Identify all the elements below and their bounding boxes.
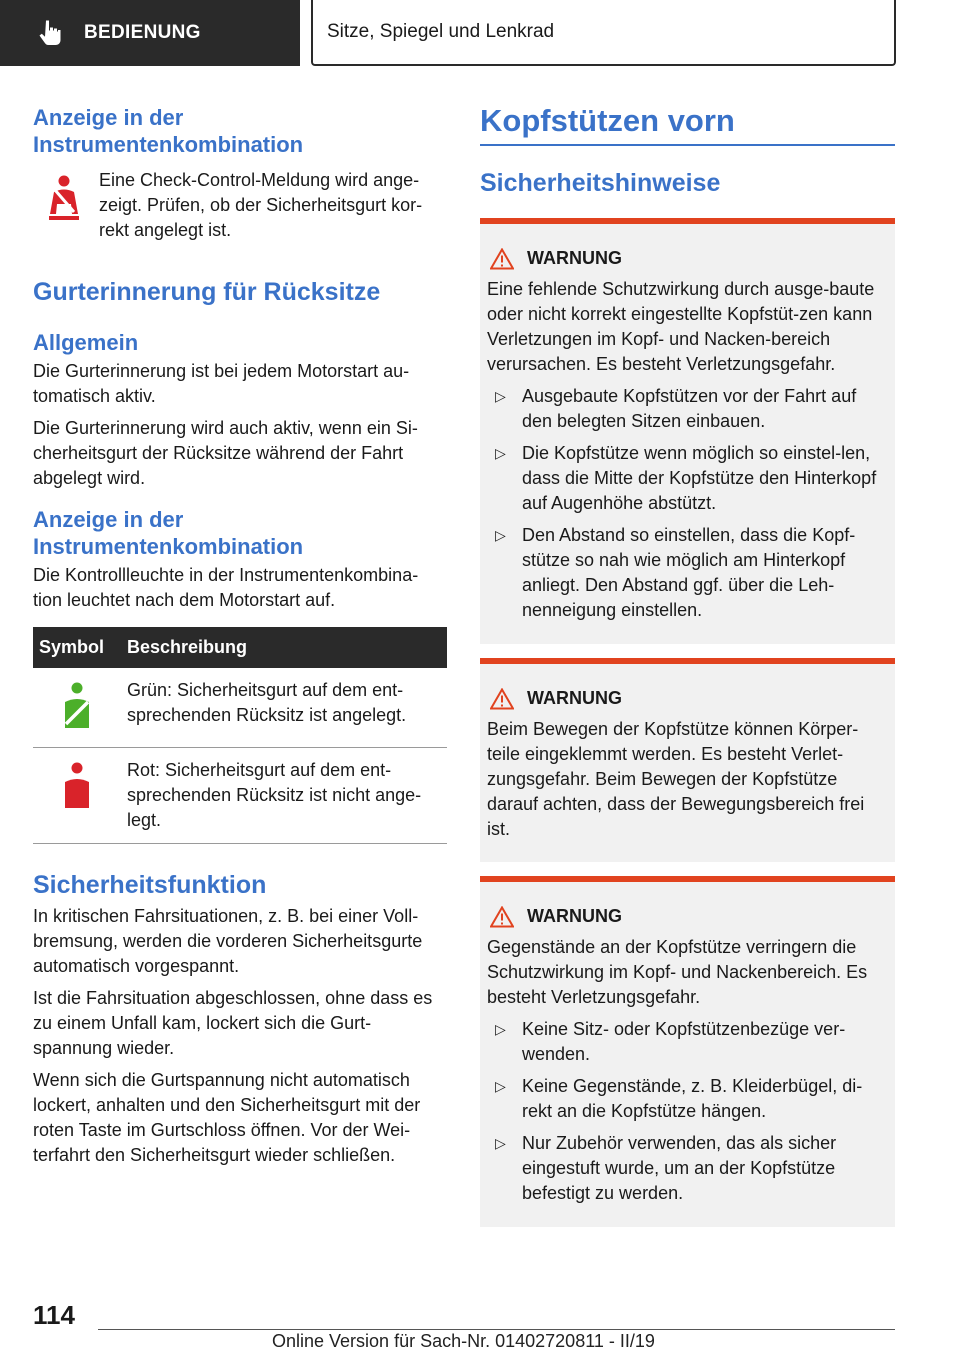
- seatbelt-fastened-icon: [62, 682, 92, 730]
- section-label: BEDIENUNG: [84, 22, 201, 43]
- left-column: [33, 104, 447, 1175]
- page-number: 114: [33, 1300, 75, 1330]
- bullet-marker: ▷: [495, 1021, 506, 1037]
- general-heading: Allgemein: [33, 330, 139, 355]
- symbol-table: [33, 627, 447, 844]
- warning-label: WARNUNG: [527, 688, 622, 708]
- warning-box-3: [480, 876, 895, 1227]
- chapter-title: Sitze, Spiegel und Lenkrad: [311, 0, 896, 66]
- warning-triangle-icon: [490, 906, 514, 928]
- warning-triangle-icon: [490, 248, 514, 270]
- online-version-note: Online Version für Sach-Nr. 01402720811 - II/19: [272, 1331, 655, 1351]
- warning-label: WARNUNG: [527, 906, 622, 926]
- bullet-marker: ▷: [495, 527, 506, 543]
- warning-box-2: [480, 658, 895, 862]
- warning-2-text: Beim Bewegen der Kopfstütze können Körper-teile eingeklemmt werden. Es besteht Verlet-zungsgefahr. Beim Bewegen der Kopfstütze darauf achten, dass der Bewegungsbereich frei ist.: [487, 719, 865, 839]
- list-item: ▷ Keine Sitz- oder Kopfstützenbezüge ver-wenden.: [495, 1019, 846, 1064]
- warning-box-1: [480, 218, 895, 644]
- section-tab: [0, 0, 300, 66]
- safety-heading: Sicherheitsfunktion: [33, 871, 267, 899]
- table-row: [33, 668, 447, 748]
- footer-divider: [98, 1329, 895, 1330]
- general-paragraph-1: Die Gurterinnerung ist bei jedem Motorstart au-tomatisch aktiv.: [33, 361, 410, 406]
- general-paragraph-2: Die Gurterinnerung wird auch aktiv, wenn ein Si-cherheitsgurt der Rücksitze während der Fahrt abgelegt wird.: [33, 418, 418, 488]
- rear-reminder-heading: Gurterinnerung für Rücksitze: [33, 278, 381, 306]
- right-column: [480, 104, 895, 1227]
- warning-triangle-icon: [490, 688, 514, 710]
- table-row: [33, 748, 447, 844]
- table-header-symbol: Symbol: [33, 627, 121, 668]
- display-heading-2: Anzeige in der Instrumentenkombination: [33, 507, 304, 559]
- table-header-description: Beschreibung: [121, 627, 447, 668]
- bullet-marker: ▷: [495, 388, 506, 404]
- safety-paragraph-1: In kritischen Fahrsituationen, z. B. bei einer Voll-bremsung, werden die vorderen Sicherheitsgurte automatisch vorgespannt.: [33, 906, 423, 976]
- warning-1-list: [487, 384, 887, 623]
- list-item: ▷ Ausgebaute Kopfstützen vor der Fahrt auf den belegten Sitzen einbauen.: [495, 386, 857, 431]
- warning-label: WARNUNG: [527, 248, 622, 268]
- belt-warning-row: [33, 168, 447, 243]
- display-text-1: Eine Check-Control-Meldung wird ange-zeigt. Prüfen, ob der Sicherheitsgurt kor-rekt angelegt ist.: [99, 170, 423, 240]
- warning-1-text: Eine fehlende Schutzwirkung durch ausge-baute oder nicht korrekt eingestellte Kopfstüt-zen kann Verletzungen im Kopf- und Nacken-bereich verursachen. Es besteht Verletzungsgefahr.: [487, 279, 875, 374]
- seat-occupant-unbelted-icon: [62, 762, 92, 810]
- list-item: ▷ Nur Zubehör verwenden, das als sicher eingestuft wurde, um an der Kopfstütze befestigt zu werden.: [495, 1133, 837, 1203]
- list-item: ▷ Keine Gegenstände, z. B. Kleiderbügel, di-rekt an die Kopfstütze hängen.: [495, 1076, 863, 1121]
- red-description: Rot: Sicherheitsgurt auf dem ent-sprechenden Rücksitz ist nicht ange-legt.: [121, 748, 447, 844]
- bullet-marker: ▷: [495, 445, 506, 461]
- warning-3-list: [487, 1017, 887, 1206]
- bullet-marker: ▷: [495, 1135, 506, 1151]
- seatbelt-warning-icon: [47, 174, 81, 222]
- list-item: ▷ Die Kopfstütze wenn möglich so einstel-len, dass die Mitte der Kopfstütze den Hinterkopf auf Augenhöhe abstützt.: [495, 443, 877, 513]
- list-item: ▷ Den Abstand so einstellen, dass die Kopf-stütze so nah wie möglich am Hinterkopf anliegt. Den Abstand ggf. über die Leh-nenneigung einstellen.: [495, 525, 856, 620]
- green-description: Grün: Sicherheitsgurt auf dem ent-sprechenden Rücksitz ist angelegt.: [121, 668, 447, 748]
- safety-paragraph-3: Wenn sich die Gurtspannung nicht automatisch lockert, anhalten und den Sicherheitsgurt mit der roten Taste im Gurtschloss öffnen. Vor der Wei-terfahrt den Sicherheitsgurt wieder schließen.: [33, 1070, 421, 1165]
- pointing-hand-icon: [38, 19, 62, 47]
- display-heading-1: Anzeige in der Instrumentenkombination: [33, 105, 304, 157]
- safety-paragraph-2: Ist die Fahrsituation abgeschlossen, ohne dass es zu einem Unfall kam, lockert sich die Gurt-spannung wieder.: [33, 988, 433, 1058]
- display-text-2: Die Kontrollleuchte in der Instrumentenkombina-tion leuchtet nach dem Motorstart auf.: [33, 565, 419, 610]
- headrest-title: Kopfstützen vorn: [480, 103, 735, 138]
- bullet-marker: ▷: [495, 1078, 506, 1094]
- warning-3-text: Gegenstände an der Kopfstütze verringern die Schutzwirkung im Kopf- und Nackenbereich. Es besteht Verletzungsgefahr.: [487, 937, 868, 1007]
- safety-notes-heading: Sicherheitshinweise: [480, 169, 721, 197]
